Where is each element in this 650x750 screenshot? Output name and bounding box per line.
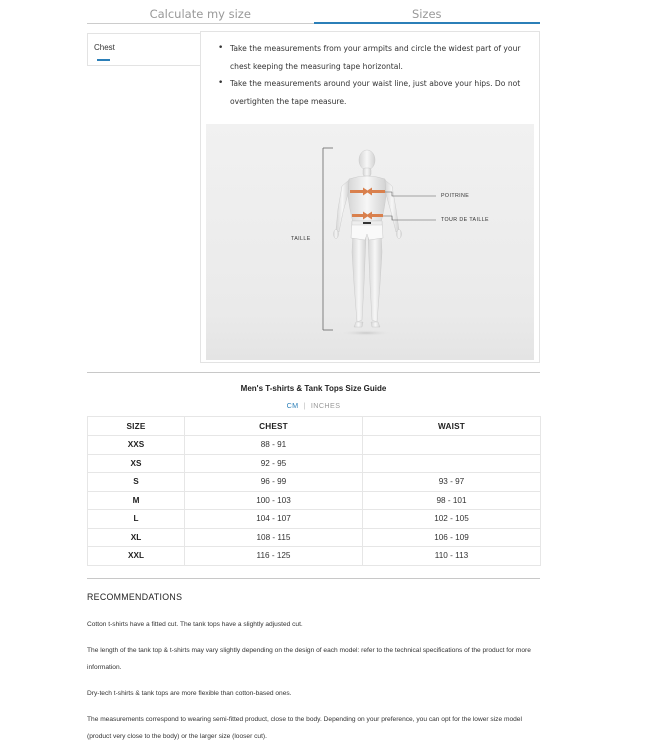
measurement-content: [200, 31, 540, 363]
section-divider: [87, 372, 540, 373]
tab-calculate-my-size[interactable]: Calculate my size: [87, 0, 314, 24]
table-row: [88, 510, 541, 529]
waist-cell: 106 - 109: [363, 528, 541, 547]
size-cell: XL: [88, 528, 185, 547]
measurement-panel: [87, 31, 540, 363]
recommendations-title: RECOMMENDATIONS: [87, 592, 183, 602]
unit-cm-toggle[interactable]: CM: [286, 401, 299, 410]
waist-cell: 110 - 113: [363, 547, 541, 566]
instruction-waist: • Take the measurements around your waist line, just above your hips. Do not overtighten the tape measure.: [218, 75, 536, 110]
table-header-row: [88, 417, 541, 436]
recommendation-text: The measurements correspond to wearing semi-fitted product, close to the body. Depending on your preference, you can opt for the lower size model (product very close to the body) or the larger size (looser cut).: [87, 716, 522, 740]
waist-label: TOUR DE TAILLE: [441, 217, 489, 223]
header-waist: WAIST: [363, 417, 541, 436]
section-divider: [87, 578, 540, 579]
recommendation-text: Cotton t-shirts have a fitted cut. The tank tops have a slightly adjusted cut.: [87, 621, 303, 628]
recommendation-text: The length of the tank top & t-shirts may vary slightly depending on the design of each model: refer to the technical specifications of the product for more information.: [87, 647, 531, 671]
table-row: [88, 454, 541, 473]
recommendation-text: Dry-tech t-shirts & tank tops are more flexible than cotton-based ones.: [87, 690, 292, 697]
mannequin-illustration: [206, 124, 534, 360]
active-indicator: [97, 59, 110, 61]
unit-inches-toggle[interactable]: INCHES: [310, 401, 341, 410]
size-cell: XS: [88, 454, 185, 473]
chest-cell: 88 - 91: [185, 436, 363, 455]
table-row: [88, 528, 541, 547]
table-row: [88, 436, 541, 455]
chest-cell: 100 - 103: [185, 491, 363, 510]
unit-switcher: [87, 401, 540, 410]
size-table: [87, 416, 541, 566]
header-chest: CHEST: [185, 417, 363, 436]
sidebar-item-chest[interactable]: [87, 33, 200, 66]
size-tabs: [87, 0, 540, 24]
size-cell: L: [88, 510, 185, 529]
instruction-list: [218, 40, 536, 110]
waist-cell: 102 - 105: [363, 510, 541, 529]
size-cell: XXL: [88, 547, 185, 566]
sidebar-item-label: Chest: [94, 43, 115, 52]
measurement-figure: [206, 124, 534, 360]
table-row: [88, 491, 541, 510]
size-guide-title: Men's T-shirts & Tank Tops Size Guide: [240, 384, 387, 393]
table-row: [88, 547, 541, 566]
chest-cell: 104 - 107: [185, 510, 363, 529]
size-cell: S: [88, 473, 185, 492]
size-cell: M: [88, 491, 185, 510]
chest-cell: 96 - 99: [185, 473, 363, 492]
chest-cell: 92 - 95: [185, 454, 363, 473]
unit-separator: |: [303, 401, 306, 410]
header-size: SIZE: [88, 417, 185, 436]
tab-sizes[interactable]: Sizes: [314, 0, 541, 24]
waist-cell: 93 - 97: [363, 473, 541, 492]
table-row: [88, 473, 541, 492]
waist-cell: 98 - 101: [363, 491, 541, 510]
chest-label: POITRINE: [441, 193, 470, 199]
height-label: TAILLE: [291, 236, 311, 242]
chest-cell: 116 - 125: [185, 547, 363, 566]
waist-cell: [363, 454, 541, 473]
size-cell: XXS: [88, 436, 185, 455]
waist-cell: [363, 436, 541, 455]
chest-cell: 108 - 115: [185, 528, 363, 547]
instruction-chest: • Take the measurements from your armpits and circle the widest part of your chest keeping the measuring tape horizontal.: [218, 40, 536, 75]
